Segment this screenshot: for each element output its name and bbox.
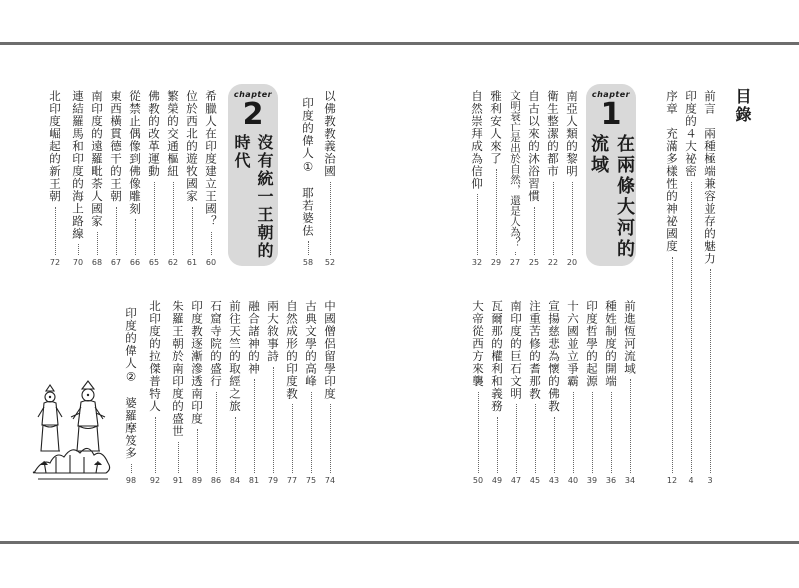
page-number: 77 (286, 476, 298, 485)
entry-title: 佛教的改革運動 (147, 90, 161, 178)
chapter-title: 在兩條大河的流域 (588, 134, 635, 260)
toc-entry[interactable] (469, 300, 487, 486)
page-number: 74 (324, 476, 336, 485)
toc-entry[interactable] (544, 90, 562, 268)
page-number: 43 (548, 476, 560, 485)
toc-entry-front[interactable] (663, 90, 681, 486)
page-number: 75 (305, 476, 317, 485)
dot-leader (116, 207, 117, 256)
dot-leader (611, 392, 612, 474)
dot-leader (311, 392, 312, 474)
entry-title: 兩大敘事詩 (266, 300, 280, 363)
page-number: 70 (72, 258, 84, 267)
toc-entry[interactable] (145, 90, 163, 268)
toc-entry[interactable] (188, 300, 206, 486)
dot-leader (211, 232, 212, 256)
page-number: 45 (529, 476, 541, 485)
dot-leader (691, 182, 692, 474)
toc-entry[interactable] (164, 90, 182, 268)
dot-leader (216, 392, 217, 474)
entry-title: 雅利安人來了 (489, 90, 503, 165)
entry-title: 從禁止偶像到佛像雕刻 (128, 90, 142, 215)
page-number: 3 (707, 476, 713, 485)
toc-entry-front[interactable] (682, 90, 700, 486)
dot-leader (672, 257, 673, 474)
entry-title: 南印度的巨石文明 (509, 300, 523, 400)
entry-title: 衛生整潔的都市 (546, 90, 560, 178)
dot-leader (292, 404, 293, 473)
entry-title: 古典文學的高峰 (304, 300, 318, 388)
toc-entry[interactable] (602, 300, 620, 486)
page-number: 98 (125, 476, 137, 485)
page-number: 89 (191, 476, 203, 485)
toc-title: 目錄 (733, 88, 752, 124)
entry-title: 前言 兩種極端兼容並存的魅力 (703, 90, 717, 265)
page-number: 65 (148, 258, 160, 267)
toc-entry[interactable] (122, 307, 140, 486)
dot-leader (516, 404, 517, 473)
page-number: 79 (267, 476, 279, 485)
entry-title: 宣揚慈悲為懷的佛教 (547, 300, 561, 413)
page-number: 49 (491, 476, 503, 485)
entry-title: 印度的偉人② 婆羅摩笈多 (124, 307, 138, 460)
chapter-number: 2 (242, 97, 264, 132)
toc-entry[interactable] (545, 300, 563, 486)
entry-title: 種姓制度的開端 (604, 300, 618, 388)
toc-entry[interactable] (126, 90, 144, 268)
chapter-label: chapter (591, 90, 631, 99)
entry-title: 印度的偉人① 耶若婆佉 (301, 97, 315, 237)
entry-title: 大帝從西方來襲 (471, 300, 485, 388)
page-number: 22 (547, 258, 559, 267)
dot-leader (630, 379, 631, 473)
page-number: 50 (472, 476, 484, 485)
top-rule (0, 42, 799, 45)
page-number: 61 (186, 258, 198, 267)
page-number: 72 (49, 258, 61, 267)
entry-title: 前往天竺的取經之旅 (228, 300, 242, 413)
dot-leader (78, 244, 79, 255)
toc-entry[interactable] (564, 300, 582, 486)
entry-title: 自然崇拜成為信仰 (470, 90, 484, 190)
entry-title: 序章 充滿多樣性的神祕國度 (665, 90, 679, 253)
page-number: 81 (248, 476, 260, 485)
entry-title: 瓦爾那的權利和義務 (490, 300, 504, 413)
dot-leader (515, 252, 516, 256)
dot-leader (496, 169, 497, 255)
dot-leader (97, 232, 98, 256)
dot-leader (131, 464, 132, 474)
toc-entry[interactable] (107, 90, 125, 268)
page-number: 47 (510, 476, 522, 485)
entry-title: 朱羅王朝於南印度的盛世 (171, 300, 185, 438)
toc-entry[interactable] (506, 90, 524, 268)
dot-leader (330, 182, 331, 256)
page-number: 92 (149, 476, 161, 485)
dot-leader (573, 392, 574, 474)
page-number: 29 (490, 258, 502, 267)
chapter-1-banner[interactable] (586, 84, 636, 266)
entry-title: 繁榮的交通樞紐 (166, 90, 180, 178)
dot-leader (592, 392, 593, 474)
page-number: 36 (605, 476, 617, 485)
dot-leader (534, 207, 535, 256)
entry-title: 自然成形的印度教 (285, 300, 299, 400)
toc-entry[interactable] (302, 300, 320, 486)
entry-title: 注重苦修的耆那教 (528, 300, 542, 400)
toc-entry[interactable] (525, 90, 543, 268)
page-number: 40 (567, 476, 579, 485)
page-number: 27 (509, 258, 521, 267)
page-number: 60 (205, 258, 217, 267)
dot-leader (135, 219, 136, 255)
entry-title: 十六國並立爭霸 (566, 300, 580, 388)
toc-entry[interactable] (169, 300, 187, 486)
entry-title: 中國僧侶留學印度 (323, 300, 337, 400)
page-number: 62 (167, 258, 179, 267)
page-number: 66 (129, 258, 141, 267)
page-number: 58 (302, 258, 314, 267)
page-number: 67 (110, 258, 122, 267)
dot-leader (477, 194, 478, 255)
page-number: 25 (528, 258, 540, 267)
entry-title: 自古以來的沐浴習慣 (527, 90, 541, 203)
toc-entry[interactable] (88, 90, 106, 268)
dot-leader (553, 182, 554, 256)
dot-leader (178, 442, 179, 474)
toc-entry[interactable] (207, 300, 225, 486)
entry-title: 北印度崛起的新王朝 (48, 90, 62, 203)
page-number: 91 (172, 476, 184, 485)
entry-title: 印度的４大祕密 (684, 90, 698, 178)
chapter-title: 沒有統一王朝的時代 (232, 134, 274, 260)
page-number: 20 (566, 258, 578, 267)
toc-entry[interactable] (69, 90, 87, 268)
dot-leader (197, 429, 198, 473)
page-number: 4 (688, 476, 694, 485)
toc-entry[interactable] (621, 300, 639, 486)
entry-title: 東西橫貫德干的王朝 (109, 90, 123, 203)
toc-entry[interactable] (321, 90, 339, 268)
entry-title: 融合諸神的神 (247, 300, 261, 375)
dot-leader (308, 241, 309, 255)
entry-title: 前進恆河流域 (623, 300, 637, 375)
page-number: 39 (586, 476, 598, 485)
toc-entry[interactable] (226, 300, 244, 486)
dot-leader (154, 182, 155, 256)
toc-entry[interactable] (264, 300, 282, 486)
dot-leader (254, 379, 255, 473)
chapter-2-banner[interactable] (228, 84, 278, 266)
toc-entry[interactable] (583, 300, 601, 486)
dot-leader (155, 417, 156, 474)
toc-entry[interactable] (146, 300, 164, 486)
deity-illustration (30, 377, 116, 485)
toc-entry[interactable] (183, 90, 201, 268)
toc-entry[interactable] (487, 90, 505, 268)
toc-entry-front[interactable] (701, 90, 719, 486)
page-number: 84 (229, 476, 241, 485)
toc-entry[interactable] (507, 300, 525, 486)
dot-leader (273, 367, 274, 474)
toc-entry[interactable] (283, 300, 301, 486)
entry-title: 位於西北的遊牧國家 (185, 90, 199, 203)
entry-title: 文明衰亡是出於自然，還是人為？ (509, 90, 521, 248)
entry-title: 以佛教教義治國 (323, 90, 337, 178)
entry-title: 連結羅馬和印度的海上路線 (71, 90, 85, 240)
toc-entry[interactable] (488, 300, 506, 486)
entry-title: 北印度的拉傑普特人 (148, 300, 162, 413)
toc-entry[interactable] (468, 90, 486, 268)
entry-title: 南印度的遠羅毗荼人國家 (90, 90, 104, 228)
bottom-rule (0, 541, 799, 544)
entry-title: 印度教逐漸滲透南印度 (190, 300, 204, 425)
toc-entry[interactable] (245, 300, 263, 486)
toc-entry[interactable] (526, 300, 544, 486)
entry-title: 希臘人在印度建立王國？ (204, 90, 218, 228)
dot-leader (55, 207, 56, 256)
page-number: 32 (471, 258, 483, 267)
toc-entry[interactable] (563, 90, 581, 268)
page-number: 12 (666, 476, 678, 485)
toc-entry[interactable] (202, 90, 220, 268)
dot-leader (572, 182, 573, 256)
dot-leader (235, 417, 236, 474)
dot-leader (173, 182, 174, 256)
dot-leader (710, 269, 711, 473)
dot-leader (497, 417, 498, 474)
entry-title: 印度哲學的起源 (585, 300, 599, 388)
dot-leader (554, 417, 555, 474)
dot-leader (535, 404, 536, 473)
dot-leader (478, 392, 479, 474)
toc-entry[interactable] (321, 300, 339, 486)
dot-leader (192, 207, 193, 256)
entry-title: 石窟寺院的盛行 (209, 300, 223, 388)
toc-entry[interactable] (299, 97, 317, 268)
toc-entry[interactable] (46, 90, 64, 268)
chapter-number: 1 (600, 97, 622, 132)
page-number: 68 (91, 258, 103, 267)
entry-title: 南亞人類的黎明 (565, 90, 579, 178)
page-number: 86 (210, 476, 222, 485)
page-number: 34 (624, 476, 636, 485)
chapter-label: chapter (233, 90, 273, 99)
dot-leader (330, 404, 331, 473)
page-number: 52 (324, 258, 336, 267)
